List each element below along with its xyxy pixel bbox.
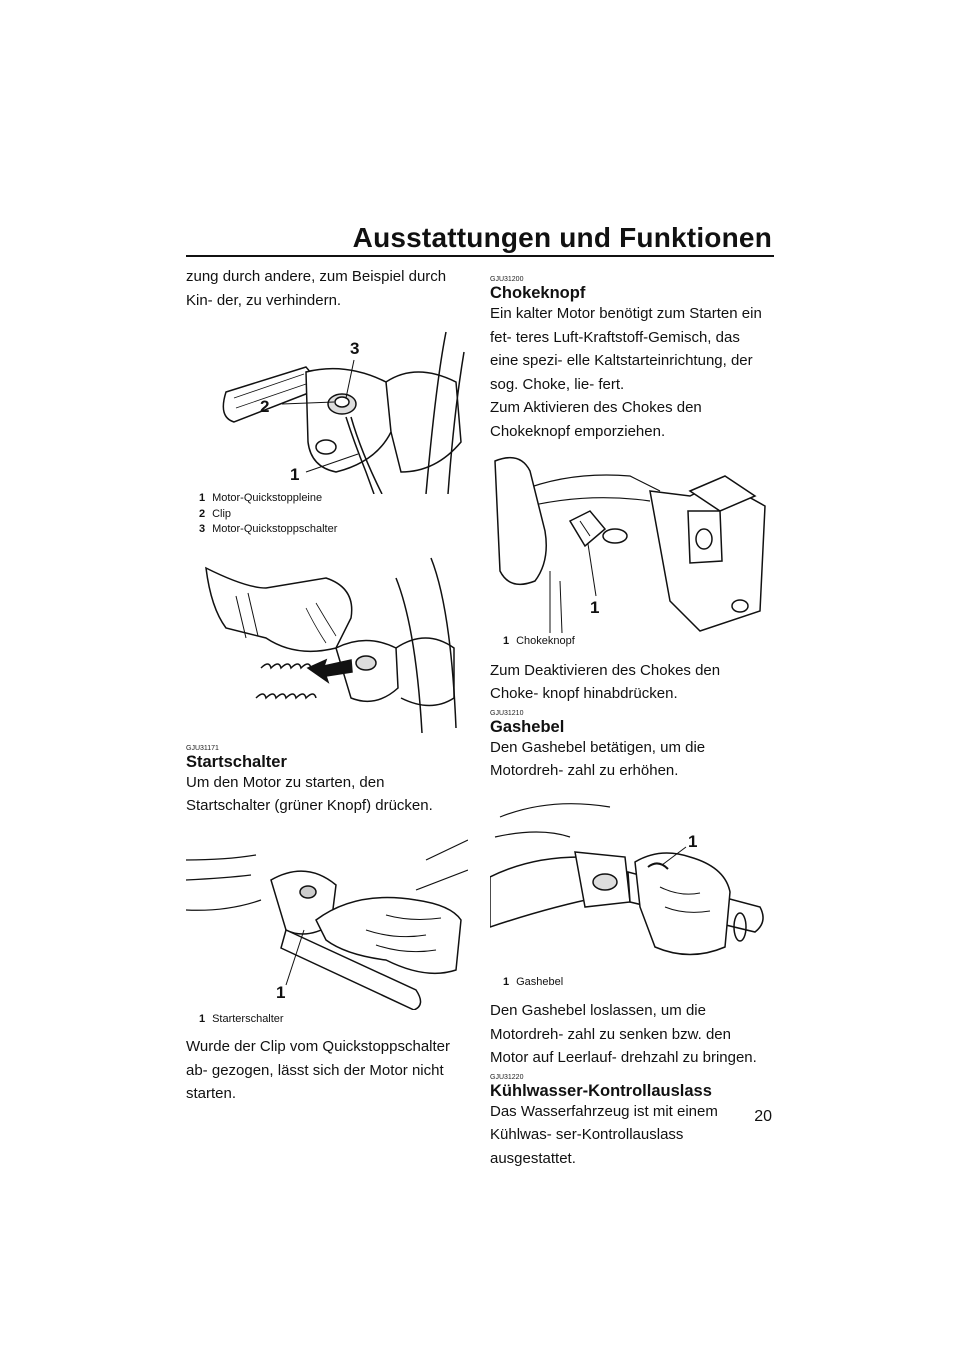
- coiled-lanyard-drawing: [256, 664, 316, 698]
- start-button-drawing: [300, 886, 316, 898]
- legend-item: 3 Motor-Quickstoppschalter: [199, 523, 338, 535]
- glove-drawing: [396, 638, 454, 706]
- fig1-legend: [186, 491, 468, 538]
- start-after-text: Wurde der Clip vom Quickstoppschalter ab- gezogen, lässt sich der Motor nicht starten.: [186, 1038, 450, 1102]
- section-heading-gashebel: Gashebel: [490, 717, 565, 736]
- clip-attach-figure: [186, 548, 468, 738]
- fig1-callout-1: 1: [290, 465, 300, 484]
- fig3-callout-1: 1: [276, 982, 286, 1002]
- fig4-legend: [490, 634, 772, 650]
- left-column: [186, 265, 468, 1106]
- section-code: GJU31210: [490, 709, 524, 717]
- choke-knob-drawing: [570, 511, 605, 546]
- hand-drawing: [635, 853, 730, 955]
- choke-text-2: Zum Aktivieren des Chokes den Chokeknopf emporziehen.: [490, 399, 702, 440]
- hand-drawing: [206, 568, 352, 651]
- glove-drawing: [386, 372, 461, 472]
- legend-item: 1 Starterschalter: [199, 1012, 284, 1025]
- choke-figure: [490, 451, 772, 633]
- fig1-callout-2: 2: [260, 397, 270, 416]
- page-number: 20: [754, 1108, 772, 1125]
- fig3-legend: [186, 1012, 468, 1028]
- choke-text-1: Ein kalter Motor benötigt zum Starten ein fet- teres Luft-Kraftstoff-Gemisch, das eine spezi- elle Kaltstarteinrichtung, der sog. Choke, lie- fert.: [490, 305, 762, 393]
- cooling-text: Das Wasserfahrzeug ist mit einem Kühlwas- ser-Kontrollauslass ausgestattet.: [490, 1102, 718, 1167]
- fig1-callout-3: 3: [350, 339, 360, 358]
- throttle-after-text: Den Gashebel loslassen, um die Motordreh- zahl zu senken bzw. den Motor auf Leerlauf- drehzahl zu bringen.: [490, 1002, 757, 1066]
- quickstop-figure: [186, 322, 468, 494]
- intro-text: zung durch andere, zum Beispiel durch Kin- der, zu verhindern.: [186, 268, 447, 309]
- section-heading-chokeknopf: Chokeknopf: [490, 284, 586, 302]
- section-code: GJU31171: [186, 744, 219, 752]
- throttle-figure: [490, 797, 772, 975]
- title-rule: [186, 255, 774, 257]
- legend-item: 1 Motor-Quickstoppleine: [199, 492, 323, 504]
- fig5-legend: [490, 975, 772, 991]
- section-code: GJU31220: [490, 1073, 524, 1081]
- choke-after-text: Zum Deaktivieren des Chokes den Choke- knopf hinabdrücken.: [490, 661, 721, 702]
- body-panel-drawing: [396, 558, 456, 733]
- legend-item: 2 Clip: [199, 507, 232, 520]
- section-code: GJU31200: [490, 276, 524, 283]
- page-title: Ausstattungen und Funktionen: [352, 222, 772, 253]
- start-text: Um den Motor zu starten, den Startschalter (grüner Knopf) drücken.: [186, 773, 433, 814]
- throttle-text: Den Gashebel betätigen, um die Motordreh- zahl zu erhöhen.: [490, 738, 706, 779]
- legend-item: 1 Chokeknopf: [503, 635, 575, 647]
- start-switch-figure: [186, 830, 468, 1010]
- right-column: [490, 265, 772, 1170]
- hand-drawing: [495, 458, 546, 585]
- section-heading-startschalter: Startschalter: [186, 752, 287, 771]
- legend-item: 1 Gashebel: [503, 975, 564, 988]
- fig4-callout-1: 1: [590, 598, 600, 617]
- section-heading-kuehlwasser: Kühlwasser-Kontrollauslass: [490, 1081, 712, 1100]
- fig5-callout-1: 1: [688, 831, 698, 851]
